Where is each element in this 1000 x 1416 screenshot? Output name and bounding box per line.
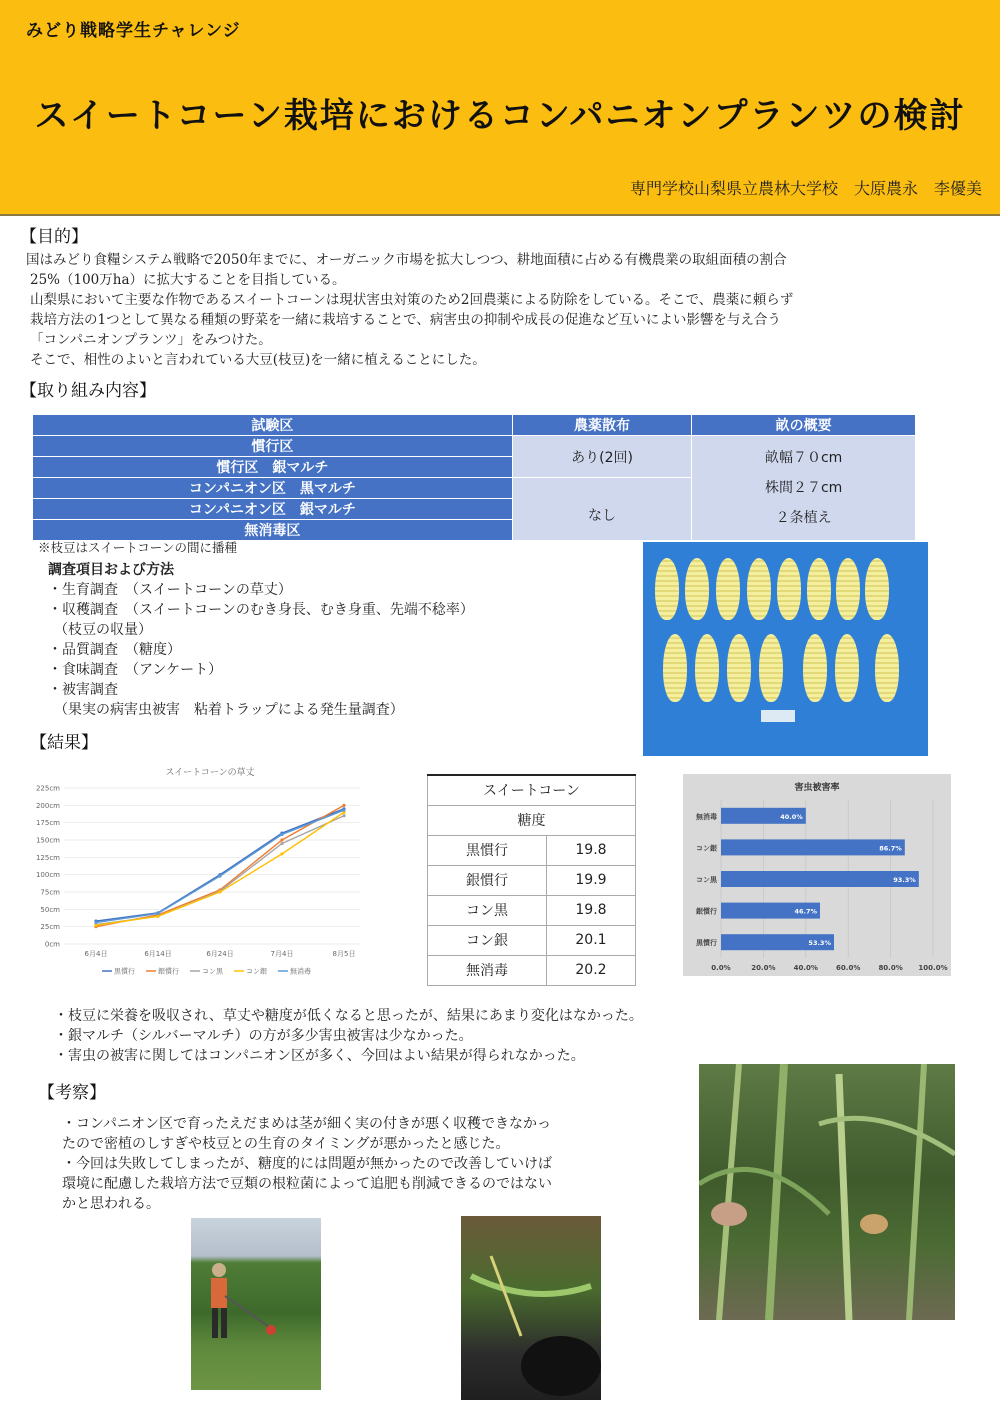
chart-title: 害虫被害率: [794, 783, 840, 793]
corn-ear: [835, 634, 859, 702]
sugar-label: 黒慣行: [428, 835, 547, 865]
category-label: 無消毒: [696, 812, 717, 821]
corn-ears-photo: [643, 542, 928, 756]
sugar-table-subtitle: 糖度: [428, 805, 636, 835]
corn-ear: [875, 634, 899, 702]
data-point: [342, 809, 345, 812]
sugar-value: 20.1: [546, 925, 635, 955]
sugar-value: 19.8: [546, 895, 635, 925]
data-point: [94, 921, 97, 924]
survey-item: ・収穫調査 （スイートコーンのむき身長、むき身重、先端不稔率）: [48, 602, 474, 618]
plant-spacing: 株間２７cm: [764, 480, 843, 496]
table-note: ※枝豆はスイートコーンの間に播種: [38, 540, 238, 555]
bar-value-label: 93.3%: [893, 876, 916, 884]
purpose-line: 山梨県において主要な作物であるスイートコーンは現状害虫対策のため2回農薬による防除をしている。そこで、農薬に頼らず: [30, 292, 794, 308]
x-tick-label: 80.0%: [878, 964, 903, 972]
poster-title: スイートコーン栽培におけるコンパニオンプランツの検討: [34, 96, 966, 136]
approach-heading: 【取り組み内容】: [20, 381, 156, 401]
legend-label: 黒慣行: [114, 967, 135, 976]
row-planting: ２条植え: [775, 510, 832, 526]
purpose-line: 25%（100万ha）に拡大することを目指している。: [30, 272, 346, 288]
x-tick-label: 60.0%: [836, 964, 861, 972]
pest-damage-bar-chart: [683, 774, 951, 976]
worker-illustration: [191, 1218, 321, 1390]
discussion-line: たので密植のしすぎや枝豆との生育のタイミングが悪かったと感じた。: [62, 1136, 510, 1152]
corn-ear: [836, 558, 860, 620]
table-row: [428, 835, 636, 865]
data-point: [218, 874, 221, 877]
table-row: [428, 865, 636, 895]
survey-item: （果実の病害虫被害 粘着トラップによる発生量調査）: [54, 702, 404, 718]
corn-ear: [803, 634, 827, 702]
discussion-line: 環境に配慮した栽培方法で豆類の根粒菌によって追肥も削減できるのではない: [62, 1176, 552, 1192]
series-line: [96, 812, 344, 925]
purpose-line: 「コンパニオンプランツ」をみつけた。: [30, 332, 272, 348]
y-tick-label: 25cm: [40, 923, 60, 932]
data-point: [94, 924, 97, 927]
x-tick-label: 6月14日: [144, 950, 172, 958]
result-bullet: ・銀マルチ（シルバーマルチ）の方が多少害虫被害は少なかった。: [54, 1028, 473, 1044]
ridge-cell: [692, 436, 916, 541]
result-bullet: ・害虫の被害に関してはコンパニオン区が多く、今回はよい結果が得られなかった。: [54, 1048, 585, 1064]
data-point: [156, 915, 159, 918]
result-bullet: ・枝豆に栄養を吸収され、草丈や糖度が低くなると思ったが、結果にあまり変化はなかった。: [54, 1008, 643, 1024]
spray-yes-cell: あり(2回): [512, 436, 691, 478]
discussion-line: ・コンパニオン区で育ったえだまめは茎が細く実の付きが悪く収穫できなかっ: [62, 1116, 552, 1132]
sugar-label: 無消毒: [428, 955, 547, 985]
data-point: [280, 852, 283, 855]
pod-illustration: [461, 1216, 601, 1400]
sugar-label: 銀慣行: [428, 865, 547, 895]
sugar-table-title: スイートコーン: [428, 775, 636, 805]
y-tick-label: 200cm: [35, 801, 60, 810]
table-header-spray: 農薬散布: [512, 415, 691, 436]
survey-item: ・食味調査 （アンケート）: [48, 662, 223, 678]
corn-ear: [727, 634, 751, 702]
y-tick-label: 75cm: [40, 888, 60, 897]
plot-cell: コンパニオン区 銀マルチ: [33, 499, 513, 520]
corn-ear: [663, 634, 687, 702]
bar: [721, 839, 905, 855]
category-label: 銀慣行: [696, 907, 717, 916]
corn-ear: [716, 558, 740, 620]
trial-table: [32, 414, 916, 541]
corn-ear: [655, 558, 679, 620]
purpose-line: そこで、相性のよいと言われている大豆(枝豆)を一緒に植えることにした。: [30, 352, 486, 368]
table-row: [428, 955, 636, 985]
table-row: [428, 895, 636, 925]
y-tick-label: 50cm: [40, 905, 60, 914]
authors: 専門学校山梨県立農林大学校 大原農永 李優美: [629, 179, 982, 198]
results-heading: 【結果】: [30, 733, 98, 753]
x-tick-label: 8月5日: [332, 950, 356, 958]
data-point: [342, 804, 345, 807]
sugar-label: コン銀: [428, 925, 547, 955]
table-row: [428, 925, 636, 955]
soybean-pod-photo: [461, 1216, 601, 1400]
y-tick-label: 175cm: [35, 819, 60, 828]
purpose-text: [26, 250, 978, 370]
category-label: 黒慣行: [696, 939, 717, 948]
plot-cell: コンパニオン区 黒マルチ: [33, 478, 513, 499]
corn-ear: [865, 558, 889, 620]
data-point: [280, 833, 283, 836]
legend-label: コン銀: [246, 967, 267, 976]
cornfield-photo: [699, 1064, 955, 1320]
series-line: [96, 810, 344, 922]
corn-ear: [747, 558, 771, 620]
discussion-line: かと思われる。: [62, 1196, 160, 1212]
poster-header: [0, 0, 1000, 216]
y-tick-label: 150cm: [35, 836, 60, 845]
corn-ear: [685, 558, 709, 620]
discussion-line: ・今回は失敗してしまったが、糖度的には問題が無かったので改善していけば: [62, 1156, 552, 1172]
table-header-ridge: 畝の概要: [692, 415, 916, 436]
y-tick-label: 225cm: [35, 784, 60, 793]
sugar-content-table: [427, 774, 636, 986]
sugar-label: コン黒: [428, 895, 547, 925]
bar-value-label: 53.3%: [808, 939, 831, 948]
survey-title: 調査項目および方法: [48, 562, 174, 578]
x-tick-label: 6月4日: [84, 950, 108, 958]
plot-cell: 慣行区: [33, 436, 513, 457]
survey-item: ・生育調査 （スイートコーンの草丈）: [48, 582, 292, 598]
purpose-line: 栽培方法の1つとして異なる種類の野菜を一緒に栽培することで、病害虫の抑制や成長の促進など互いによい影響を与え合う: [30, 312, 781, 328]
survey-item: ・品質調査 （糖度）: [48, 642, 181, 658]
data-point: [218, 890, 221, 893]
plot-cell: 慣行区 銀マルチ: [33, 457, 513, 478]
discussion-heading: 【考察】: [38, 1083, 106, 1103]
chart-title: スイートコーンの草丈: [165, 768, 255, 778]
x-tick-label: 7月4日: [270, 950, 294, 958]
y-tick-label: 100cm: [35, 871, 60, 880]
data-point: [280, 842, 283, 845]
survey-item: （枝豆の収量）: [54, 622, 152, 638]
purpose-line: 国はみどり食糧システム戦略で2050年までに、オーガニック市場を拡大しつつ、耕地面積に占める有機農業の取組面積の割合: [26, 252, 787, 268]
sugar-value: 19.8: [546, 835, 635, 865]
x-tick-label: 6月24日: [206, 950, 234, 958]
cornfield-illustration: [699, 1064, 955, 1320]
category-label: コン黒: [696, 876, 717, 884]
survey-list: [48, 560, 474, 720]
bar: [721, 871, 919, 887]
data-point: [280, 838, 283, 841]
sugar-value: 19.9: [546, 865, 635, 895]
legend-label: コン黒: [202, 967, 223, 976]
x-tick-label: 0.0%: [711, 964, 731, 972]
data-point: [156, 912, 159, 915]
corn-ear: [695, 634, 719, 702]
purpose-heading: 【目的】: [20, 227, 88, 247]
results-bullets: [54, 1006, 643, 1066]
plant-height-line-chart: [30, 760, 390, 982]
bar-value-label: 40.0%: [780, 812, 803, 821]
legend-label: 銀慣行: [158, 967, 179, 976]
x-tick-label: 20.0%: [751, 964, 776, 972]
spray-no-cell: なし: [512, 478, 691, 541]
data-point: [342, 814, 345, 817]
y-tick-label: 0cm: [44, 940, 60, 949]
y-tick-label: 125cm: [35, 853, 60, 862]
corn-ear: [777, 558, 801, 620]
challenge-label: みどり戦略学生チャレンジ: [26, 21, 241, 41]
x-tick-label: 40.0%: [793, 964, 818, 972]
label-tag: [761, 710, 795, 722]
x-tick-label: 100.0%: [918, 964, 948, 972]
category-label: コン銀: [696, 844, 717, 853]
discussion-text: [62, 1114, 552, 1214]
series-line: [96, 816, 344, 925]
bar-value-label: 46.7%: [794, 907, 818, 916]
legend-label: 無消毒: [290, 967, 311, 976]
corn-ear: [807, 558, 831, 620]
table-header-plot: 試験区: [33, 415, 513, 436]
worker-mowing-photo: [191, 1218, 321, 1390]
plot-cell: 無消毒区: [33, 520, 513, 541]
survey-item: ・被害調査: [48, 682, 118, 698]
corn-ear: [759, 634, 783, 702]
ridge-width: 畝幅７０cm: [764, 450, 843, 466]
sugar-value: 20.2: [546, 955, 635, 985]
bar-value-label: 86.7%: [879, 844, 902, 853]
